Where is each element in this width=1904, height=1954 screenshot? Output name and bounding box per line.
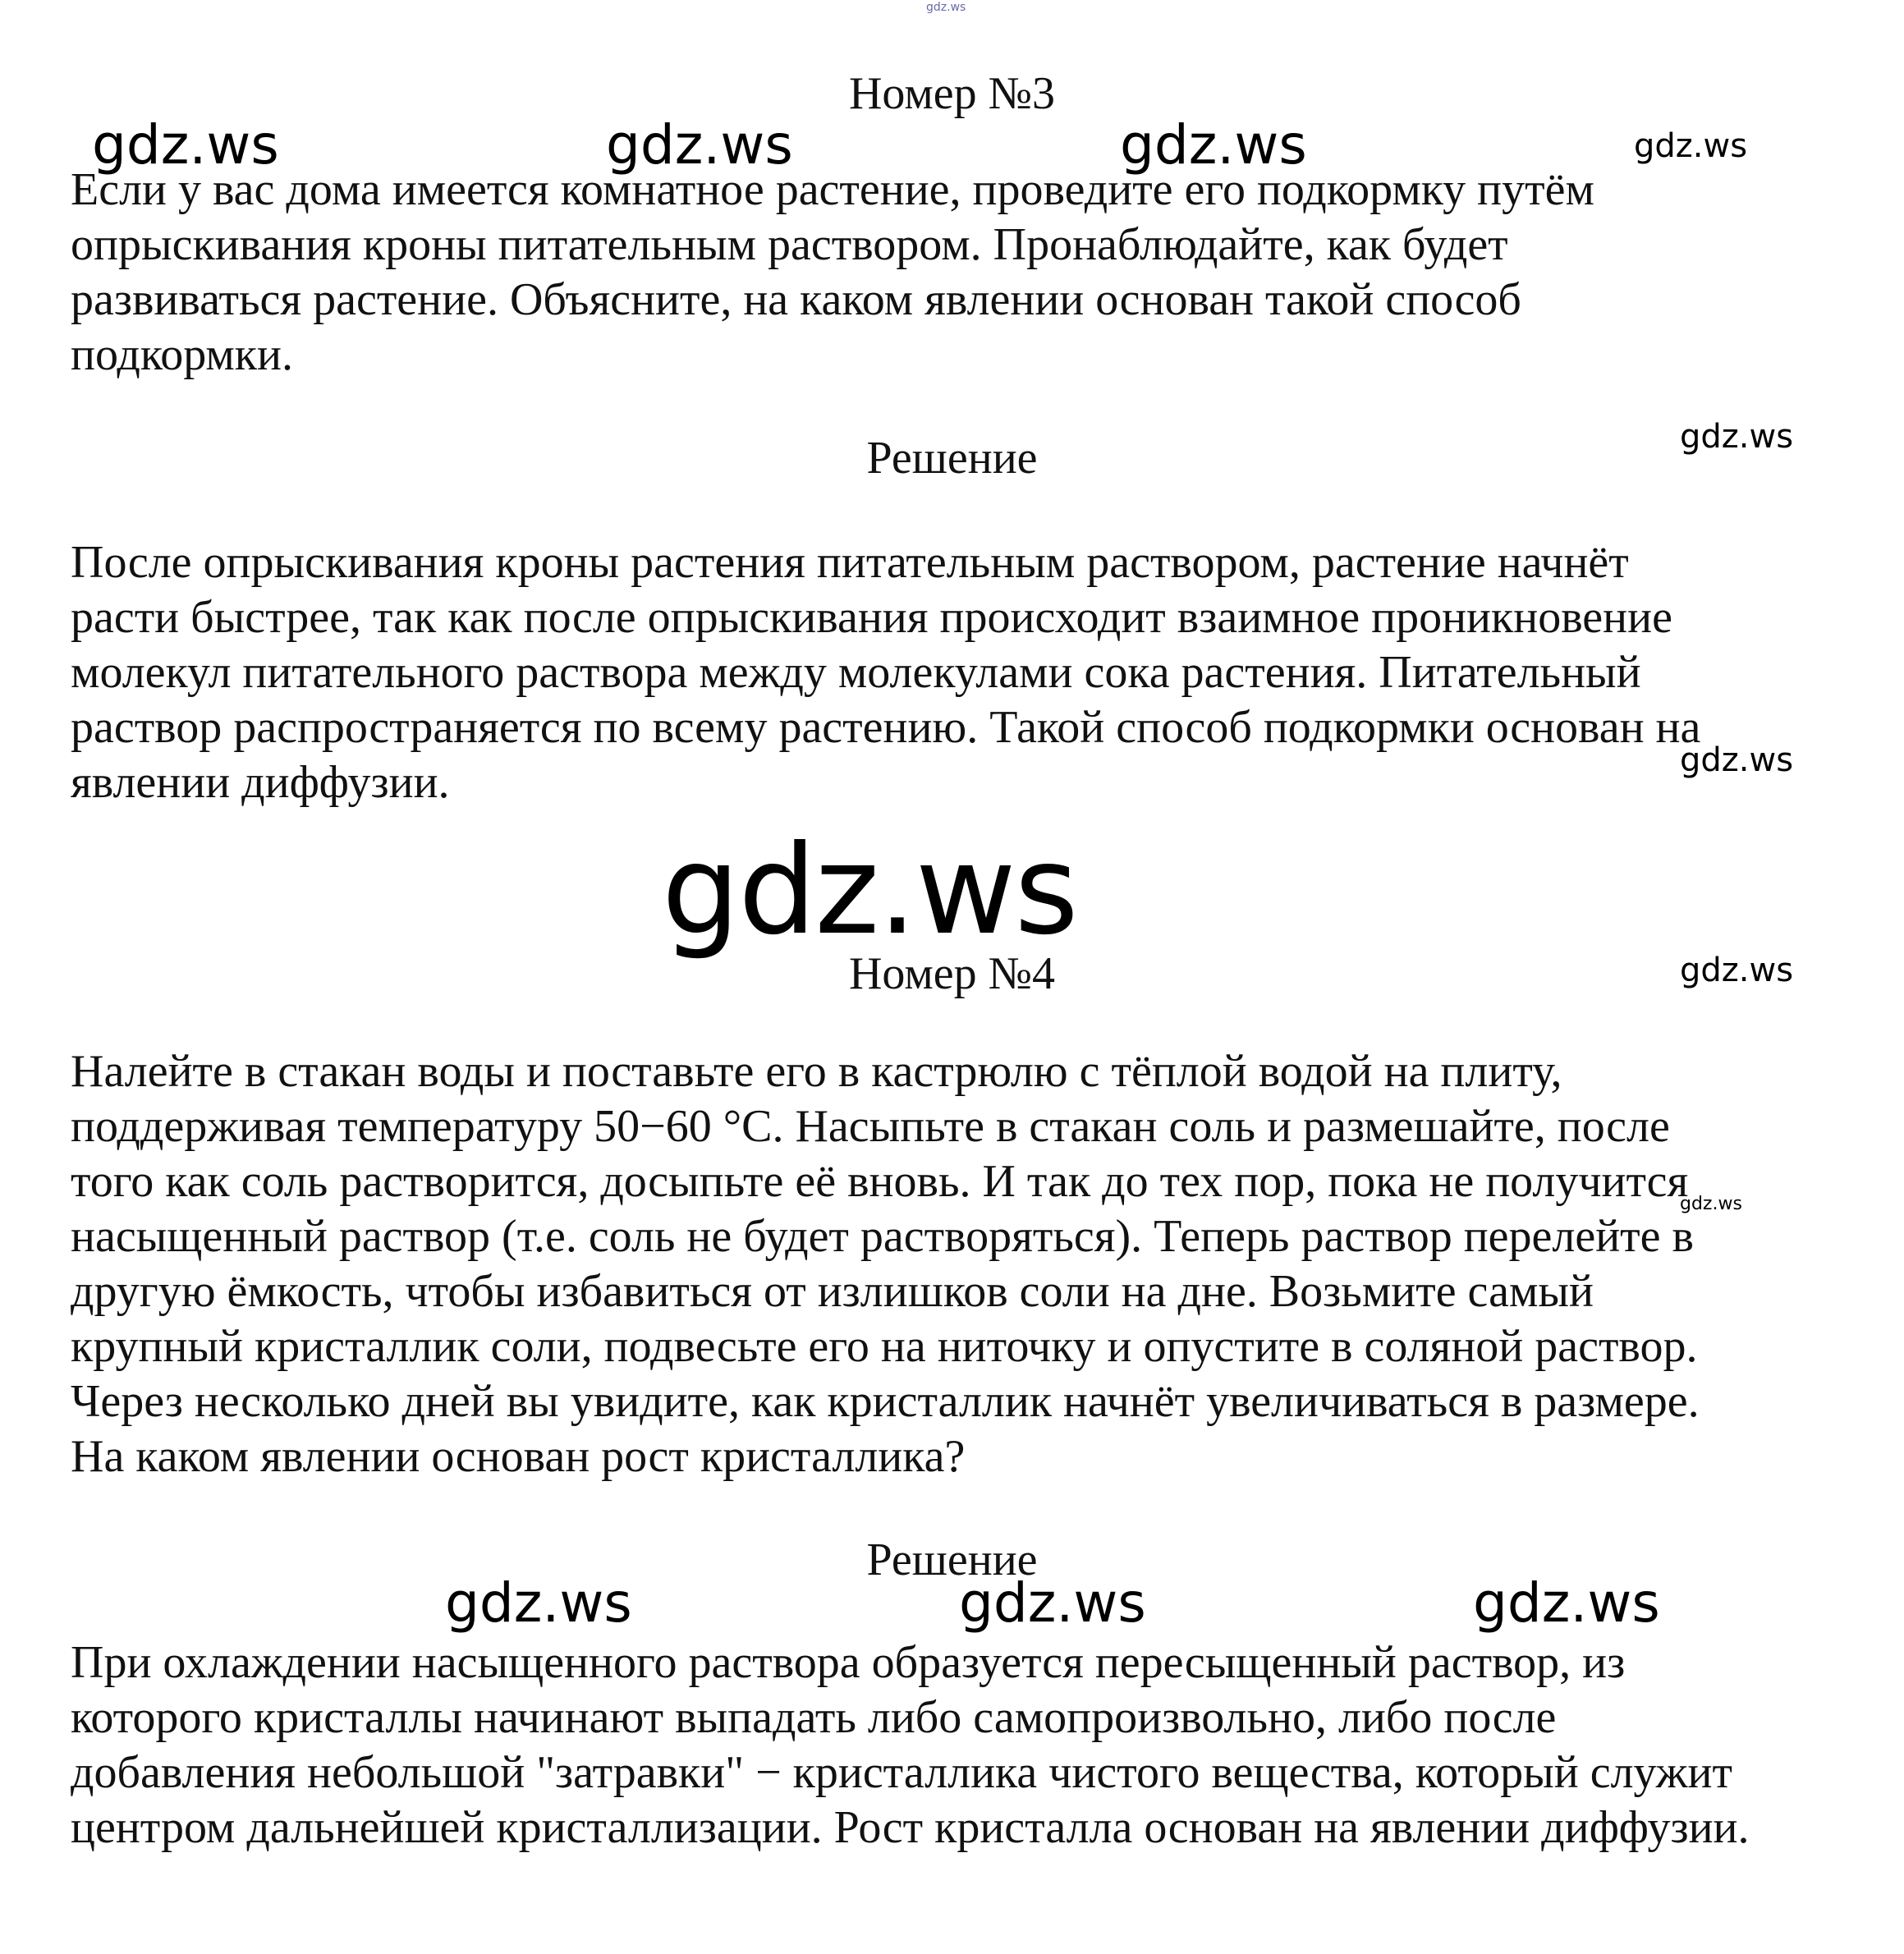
task3-solution-title: Решение	[866, 433, 1038, 484]
task4-solution-line: центром дальнейшей кристаллизации. Рост кристалла основан на явлении диффузии.	[71, 1802, 1750, 1853]
watermark: gdz.ws	[1120, 113, 1307, 177]
task3-solution-line: расти быстрее, так как после опрыскивания происходит взаимное проникновение	[71, 592, 1672, 643]
watermark: gdz.ws	[1680, 1194, 1742, 1214]
task3-title: Номер №3	[848, 68, 1056, 119]
task3-question-line: опрыскивания кроны питательным раствором. Пронаблюдайте, как будет	[71, 219, 1508, 270]
watermark: gdz.ws	[92, 113, 279, 177]
task4-question-line: Налейте в стакан воды и поставьте его в кастрюлю с тёплой водой на плиту,	[71, 1046, 1562, 1097]
watermark: gdz.ws	[1680, 952, 1794, 989]
task4-question-line: Через несколько дней вы увидите, как кристаллик начнёт увеличиваться в размере.	[71, 1376, 1700, 1427]
task4-solution-title: Решение	[866, 1534, 1038, 1585]
watermark: gdz.ws	[606, 113, 793, 177]
watermark: gdz.ws	[662, 819, 1077, 962]
watermark: gdz.ws	[1680, 418, 1794, 456]
watermark: gdz.ws	[1473, 1571, 1660, 1635]
task3-question-line: подкормки.	[71, 329, 293, 380]
watermark: gdz.ws	[445, 1571, 632, 1635]
watermark: gdz.ws	[1634, 127, 1748, 165]
task4-question-line: того как соль растворится, досыпьте её вновь. И так до тех пор, пока не получится	[71, 1156, 1689, 1207]
task4-solution	[71, 1635, 1750, 1855]
task4-question-line: На каком явлении основан рост кристаллика?	[71, 1431, 966, 1482]
task3-solution	[71, 535, 1700, 810]
watermark: gdz.ws	[1680, 741, 1794, 779]
task3-solution-line: явлении диффузии.	[71, 757, 450, 808]
watermark: gdz.ws	[926, 1, 966, 14]
task3-solution-line: После опрыскивания кроны растения питательным раствором, растение начнёт	[71, 537, 1629, 588]
task3-solution-line: молекул питательного раствора между молекулами сока растения. Питательный	[71, 647, 1641, 698]
task3-question	[71, 163, 1594, 383]
task4-question-line: другую ёмкость, чтобы избавиться от излишков соли на дне. Возьмите самый	[71, 1266, 1594, 1317]
task3-question-line: Если у вас дома имеется комнатное растение, проведите его подкормку путём	[71, 164, 1594, 215]
task4-solution-line: При охлаждении насыщенного раствора образуется пересыщенный раствор, из	[71, 1637, 1626, 1688]
task4-title: Номер №4	[848, 948, 1056, 999]
task4-question-line: крупный кристаллик соли, подвесьте его на ниточку и опустите в соляной раствор.	[71, 1321, 1698, 1372]
task4-question	[71, 1044, 1700, 1484]
task4-question-line: поддерживая температуру 50−60 °C. Насыпьте в стакан соль и размешайте, после	[71, 1101, 1670, 1152]
task4-solution-line: которого кристаллы начинают выпадать либо самопроизвольно, либо после	[71, 1692, 1557, 1743]
task4-solution-line: добавления небольшой "затравки" − кристаллика чистого вещества, который служит	[71, 1747, 1732, 1798]
task3-solution-line: раствор распространяется по всему растению. Такой способ подкормки основан на	[71, 702, 1701, 753]
watermark: gdz.ws	[959, 1571, 1146, 1635]
task3-question-line: развиваться растение. Объясните, на каком явлении основан такой способ	[71, 274, 1521, 325]
task4-question-line: насыщенный раствор (т.е. соль не будет растворяться). Теперь раствор перелейте в	[71, 1211, 1694, 1262]
